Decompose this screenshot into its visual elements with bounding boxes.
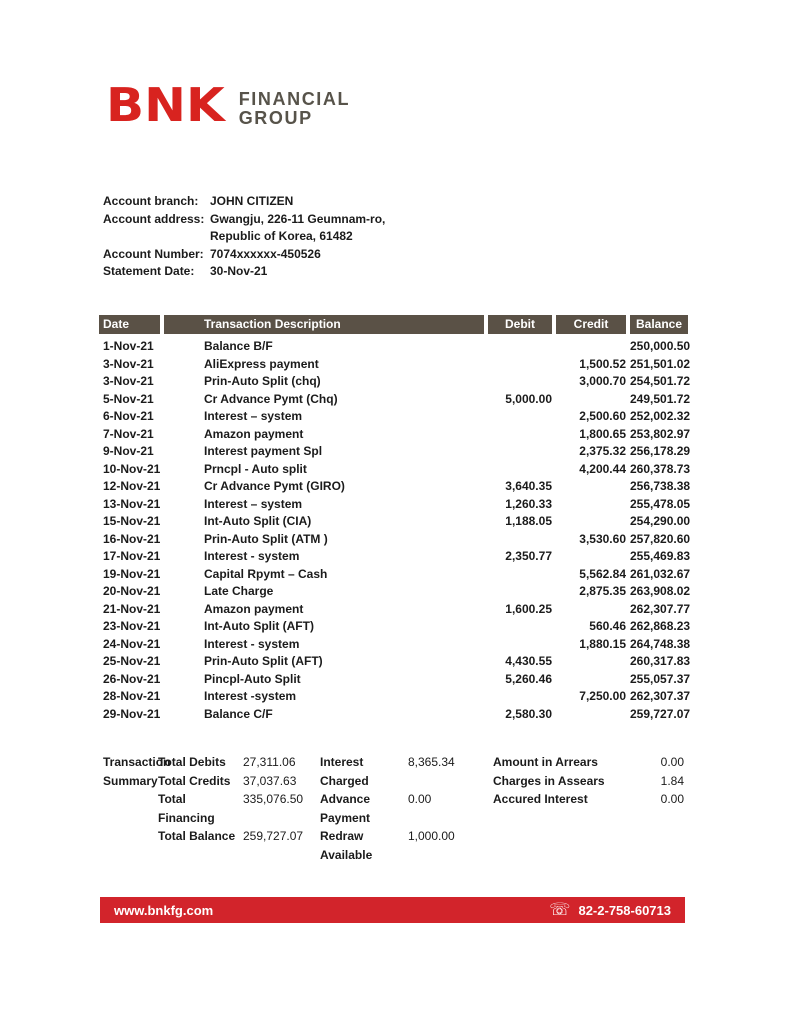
- transaction-date: 15-Nov-21: [103, 514, 161, 528]
- transaction-credit: 5,562.84: [579, 566, 626, 581]
- transaction-balance: 250,000.50: [630, 339, 691, 353]
- summary-row: [320, 790, 455, 827]
- summary-label: Total Balance: [158, 829, 236, 844]
- table-row: [99, 531, 691, 549]
- summary-row: [320, 827, 455, 864]
- transaction-debit: [488, 688, 552, 706]
- account-field-label: Account Number:: [103, 246, 204, 261]
- transaction-date: 1-Nov-21: [103, 339, 154, 353]
- transaction-date: 13-Nov-21: [103, 496, 161, 511]
- logo-subtitle-line2: GROUP: [238, 108, 313, 128]
- logo-subtitle-line1: FINANCIAL: [238, 89, 351, 109]
- table-row: [99, 338, 691, 356]
- transaction-debit: 1,188.05: [505, 514, 552, 528]
- transaction-balance: 262,868.23: [630, 619, 691, 633]
- transaction-description: Interest – system: [204, 409, 303, 423]
- transaction-balance: 263,908.02: [630, 584, 691, 598]
- transaction-description: Cr Advance Pymt (Chq): [204, 391, 338, 406]
- transaction-credit: 1,800.65: [579, 426, 626, 441]
- transaction-balance: 252,002.32: [630, 409, 691, 423]
- transaction-balance: 253,802.97: [630, 426, 691, 441]
- transaction-debit: [488, 636, 552, 654]
- transaction-description: Amazon payment: [204, 601, 304, 616]
- transaction-debit: 5,260.46: [505, 671, 552, 686]
- table-header: [99, 315, 688, 334]
- transaction-debit: [488, 443, 552, 461]
- transaction-debit: 2,350.77: [505, 549, 552, 563]
- transaction-date: 5-Nov-21: [103, 391, 154, 406]
- transaction-debit: 5,000.00: [505, 391, 552, 406]
- transaction-debit: [488, 373, 552, 391]
- transaction-date: 24-Nov-21: [103, 636, 161, 651]
- transaction-description: Interest - system: [204, 549, 300, 563]
- summary-row: [493, 772, 684, 791]
- transaction-credit: [556, 338, 626, 356]
- account-field-label: [103, 228, 210, 246]
- transaction-debit: 4,430.55: [505, 654, 552, 668]
- transaction-description: Prin-Auto Split (ATM ): [204, 531, 328, 546]
- transaction-date: 21-Nov-21: [103, 601, 161, 616]
- transaction-debit: [488, 583, 552, 601]
- summary-value: 0.00: [660, 792, 684, 807]
- account-field-value: Republic of Korea, 61482: [210, 229, 353, 244]
- transaction-balance: 256,738.38: [630, 479, 691, 493]
- summary-value: 259,727.07: [243, 829, 304, 844]
- transaction-date: 12-Nov-21: [103, 479, 161, 493]
- summary-value: 37,037.63: [243, 773, 297, 788]
- transaction-description: AliExpress payment: [204, 356, 319, 371]
- summary-value: 8,365.34: [408, 755, 455, 769]
- summary-value: 1,000.00: [408, 829, 455, 844]
- transaction-description: Amazon payment: [204, 426, 304, 441]
- summary-label: Total Debits: [158, 755, 226, 769]
- column-header-date: Date: [99, 315, 160, 334]
- transaction-date: 17-Nov-21: [103, 549, 161, 563]
- table-row: [99, 461, 691, 479]
- summary-value: 0.00: [408, 792, 432, 807]
- table-row: [99, 408, 691, 426]
- account-field-label: Account address:: [103, 211, 205, 226]
- table-row: [99, 671, 691, 689]
- table-row: [99, 566, 691, 584]
- summary-totals-column: [158, 753, 303, 846]
- transaction-date: 16-Nov-21: [103, 531, 161, 546]
- summary-row: [158, 827, 303, 846]
- transaction-debit: [488, 566, 552, 584]
- transaction-balance: 255,478.05: [630, 496, 691, 511]
- transaction-debit: 2,580.30: [505, 706, 552, 721]
- bnk-logo: [106, 78, 351, 132]
- transaction-credit: [556, 478, 626, 496]
- transaction-debit: 1,260.33: [505, 496, 552, 511]
- table-row: [99, 356, 691, 374]
- transaction-description: Capital Rpymt – Cash: [204, 566, 328, 581]
- transaction-date: 3-Nov-21: [103, 356, 154, 371]
- transaction-description: Cr Advance Pymt (GIRO): [204, 479, 345, 493]
- transaction-balance: 257,820.60: [630, 531, 691, 546]
- transaction-credit: [556, 653, 626, 671]
- transaction-description: Pincpl-Auto Split: [204, 671, 301, 686]
- transaction-credit: 1,880.15: [579, 636, 626, 651]
- transaction-debit: 3,640.35: [505, 479, 552, 493]
- account-field-label: Account branch:: [103, 194, 199, 208]
- table-row: [99, 513, 691, 531]
- table-row: [99, 548, 691, 566]
- table-row: [99, 478, 691, 496]
- transaction-credit: 3,530.60: [579, 531, 626, 546]
- transaction-rows: [99, 338, 691, 723]
- summary-value: 0.00: [660, 755, 684, 769]
- table-row: [99, 426, 691, 444]
- transaction-description: Interest - system: [204, 636, 300, 651]
- transaction-description: Int-Auto Split (AFT): [204, 619, 314, 633]
- account-field-value: Gwangju, 226-11 Geumnam-ro,: [210, 211, 386, 226]
- transaction-balance: 264,748.38: [630, 636, 691, 651]
- transaction-debit: 1,600.25: [505, 601, 552, 616]
- transaction-debit: [488, 461, 552, 479]
- summary-value: 335,076.50: [243, 792, 304, 807]
- transaction-description: Balance B/F: [204, 339, 273, 353]
- footer-website: www.bnkfg.com: [114, 902, 214, 918]
- summary-label: Total Credits: [158, 773, 231, 788]
- column-header-description: Transaction Description: [164, 315, 484, 334]
- transaction-balance: 262,307.37: [630, 689, 691, 703]
- transaction-balance: 249,501.72: [630, 391, 691, 406]
- transaction-debit: [488, 356, 552, 374]
- transaction-balance: 261,032.67: [630, 566, 691, 581]
- transaction-date: 7-Nov-21: [103, 426, 154, 441]
- transaction-credit: 4,200.44: [579, 461, 626, 476]
- transaction-credit: [556, 706, 626, 724]
- account-field-label: Statement Date:: [103, 264, 195, 279]
- summary-label: Total Financing: [158, 792, 215, 825]
- footer-phone-number: 82-2-758-60713: [578, 902, 671, 918]
- transaction-credit: 1,500.52: [579, 356, 626, 371]
- transaction-description: Late Charge: [204, 584, 274, 598]
- table-row: [99, 373, 691, 391]
- transaction-credit: [556, 513, 626, 531]
- transaction-balance: 262,307.77: [630, 601, 691, 616]
- transaction-balance: 260,317.83: [630, 654, 691, 668]
- transaction-description: Prin-Auto Split (AFT): [204, 654, 323, 668]
- transaction-balance: 251,501.02: [630, 356, 691, 371]
- table-row: [99, 496, 691, 514]
- bnk-logo-wordmark: BNK: [106, 78, 225, 132]
- transaction-debit: [488, 618, 552, 636]
- transaction-table: [99, 315, 691, 723]
- transaction-date: 3-Nov-21: [103, 374, 154, 388]
- summary-row: [493, 790, 684, 809]
- transaction-date: 19-Nov-21: [103, 566, 161, 581]
- transaction-date: 28-Nov-21: [103, 689, 161, 703]
- transaction-credit: [556, 601, 626, 619]
- account-info: [103, 193, 385, 281]
- table-row: [99, 583, 691, 601]
- transaction-balance: 256,178.29: [630, 444, 691, 458]
- summary-label: Accured Interest: [493, 792, 588, 807]
- transaction-description: Int-Auto Split (CIA): [204, 514, 312, 528]
- summary-label: Charges in Assears: [493, 773, 605, 788]
- summary-row: [320, 753, 455, 790]
- summary-title-line1: Transaction: [103, 755, 171, 769]
- transaction-date: 9-Nov-21: [103, 444, 154, 458]
- transaction-credit: [556, 391, 626, 409]
- table-row: [99, 706, 691, 724]
- summary-row: [493, 753, 684, 772]
- summary-row: [158, 753, 303, 772]
- transaction-date: 20-Nov-21: [103, 584, 161, 598]
- table-row: [99, 688, 691, 706]
- transaction-credit: 560.46: [589, 619, 626, 633]
- transaction-date: 25-Nov-21: [103, 654, 161, 668]
- transaction-debit: [488, 338, 552, 356]
- transaction-debit: [488, 426, 552, 444]
- transaction-date: 10-Nov-21: [103, 461, 161, 476]
- summary-interest-column: [320, 753, 455, 865]
- transaction-credit: 2,375.32: [579, 444, 626, 458]
- summary-row: [158, 790, 303, 827]
- table-row: [99, 601, 691, 619]
- account-field-value: JOHN CITIZEN: [210, 194, 294, 208]
- summary-label: Advance Payment: [320, 792, 371, 825]
- transaction-balance: 255,469.83: [630, 549, 691, 563]
- table-row: [99, 653, 691, 671]
- bnk-logo-subtitle: [239, 90, 350, 128]
- footer-bar: [100, 897, 685, 923]
- account-field-value: 7074xxxxxx-450526: [210, 246, 321, 261]
- column-header-credit: Credit: [556, 315, 626, 334]
- column-header-balance: Balance: [630, 315, 688, 334]
- transaction-credit: 2,500.60: [579, 409, 626, 423]
- transaction-credit: [556, 548, 626, 566]
- transaction-description: Prin-Auto Split (chq): [204, 374, 321, 388]
- transaction-credit: 2,875.35: [579, 584, 626, 598]
- transaction-description: Interest – system: [204, 496, 303, 511]
- transaction-date: 23-Nov-21: [103, 619, 161, 633]
- transaction-description: Interest -system: [204, 689, 297, 703]
- table-row: [99, 443, 691, 461]
- column-header-debit: Debit: [488, 315, 552, 334]
- transaction-credit: [556, 496, 626, 514]
- transaction-description: Balance C/F: [204, 706, 273, 721]
- transaction-debit: [488, 531, 552, 549]
- transaction-description: Interest payment Spl: [204, 444, 323, 458]
- table-row: [99, 636, 691, 654]
- footer-phone: [549, 899, 671, 920]
- summary-arrears-column: [493, 753, 684, 809]
- transaction-date: 26-Nov-21: [103, 671, 161, 686]
- transaction-credit: 7,250.00: [579, 689, 626, 703]
- transaction-balance: 255,057.37: [630, 671, 691, 686]
- summary-label: Redraw Available: [320, 829, 373, 862]
- transaction-balance: 254,501.72: [630, 374, 691, 388]
- transaction-balance: 259,727.07: [630, 706, 691, 721]
- transaction-credit: 3,000.70: [579, 374, 626, 388]
- summary-value: 27,311.06: [243, 755, 296, 769]
- summary-value: 1.84: [660, 773, 684, 788]
- summary-row: [158, 772, 303, 791]
- summary-title-line2: Summary: [103, 773, 158, 788]
- transaction-credit: [556, 671, 626, 689]
- account-field-value: 30-Nov-21: [210, 264, 268, 279]
- transaction-date: 29-Nov-21: [103, 706, 161, 721]
- transaction-debit: [488, 408, 552, 426]
- table-row: [99, 618, 691, 636]
- phone-icon: ☏: [549, 899, 571, 920]
- transaction-description: Prncpl - Auto split: [204, 461, 307, 476]
- summary-label: Interest Charged: [320, 755, 369, 788]
- summary-label: Amount in Arrears: [493, 755, 598, 769]
- transaction-balance: 254,290.00: [630, 514, 691, 528]
- transaction-balance: 260,378.73: [630, 461, 691, 476]
- table-row: [99, 391, 691, 409]
- transaction-date: 6-Nov-21: [103, 409, 154, 423]
